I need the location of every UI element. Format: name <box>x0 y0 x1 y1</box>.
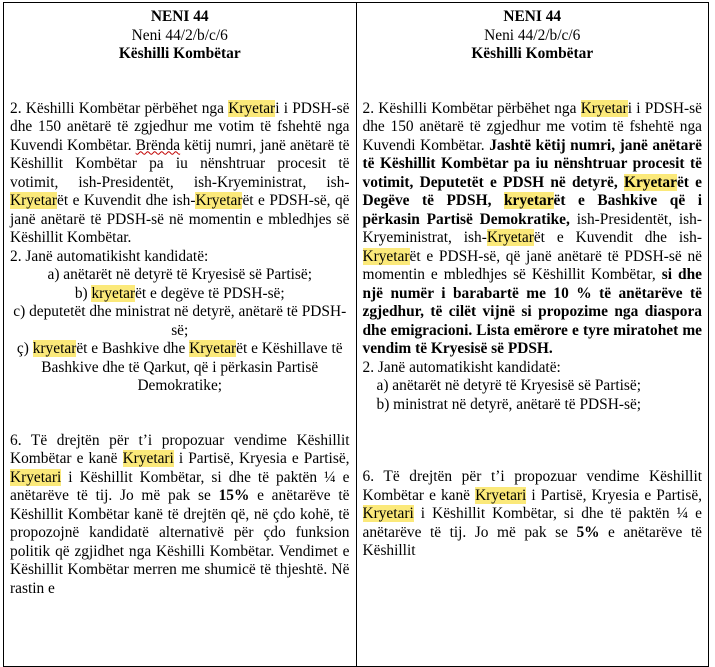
left-article-heading: Këshilli Kombëtar <box>118 45 241 62</box>
spacer <box>10 64 350 100</box>
left-paragraph-6 <box>10 432 350 599</box>
left-item-b <box>10 285 350 304</box>
right-article-subtitle: Neni 44/2/b/c/6 <box>484 26 581 44</box>
text: b) <box>74 284 92 302</box>
left-auto-candidates-title: 2. Janë automatikisht kandidatë: <box>10 247 209 265</box>
text: e anëtarëve të Këshillit Kombëtar kanë të drejtën që, në çdo kohë, të propozojnë kandidatë alternativë për çdo funksion politik që zgjidhet nga Këshilli Kombëtar. Vendimet e Këshillit Kombëtar merren me shumicë të thjeshtë. Në rastin e <box>10 487 350 597</box>
spellcheck-word: Brënda <box>135 136 181 154</box>
right-item-b: b) ministrat në detyrë, anëtarë të PDSH-së; <box>376 395 642 413</box>
text: ët e PDSH-së, që janë anëtarë të PDSH-së në momentin e mbledhjes së Këshillit Kombëtar, <box>362 247 702 283</box>
highlight: kryetar <box>32 340 77 357</box>
text: 2. Këshilli Kombëtar përbëhet nga <box>362 99 581 117</box>
text: e anëtarëve të Këshillit <box>362 523 702 559</box>
spacer <box>10 396 350 432</box>
text: ët e degëve të PDSH-së; <box>135 284 285 302</box>
left-item-c: c) deputetët dhe ministrat në detyrë, anëtarë të PDSH-së; <box>13 303 347 339</box>
left-paragraph-2 <box>10 100 350 248</box>
left-item-a: a) anëtarët në detyrë të Kryesisë së Partisë; <box>47 266 312 283</box>
right-article-title: NENI 44 <box>503 8 562 25</box>
spacer <box>363 64 703 100</box>
left-item-d <box>10 340 350 396</box>
text: i Partisë, Kryesia e Partisë, <box>173 450 350 467</box>
highlight: Kryetar <box>580 99 628 117</box>
spacer <box>363 414 703 468</box>
comparison-table <box>3 2 709 667</box>
highlight: Kryetari <box>475 486 527 504</box>
text: i Këshillit Kombëtar, si dhe të paktën ¼ e anëtarëve të tij. Jo më pak se <box>362 505 702 541</box>
bold-text: 15% <box>218 487 250 504</box>
right-paragraph-2 <box>363 100 703 359</box>
right-item-a: a) anëtarët në detyrë të Kryesisë së Partisë; <box>376 377 642 394</box>
bold-text: ët e Degëve të PDSH, <box>362 173 702 209</box>
right-article-heading: Këshilli Kombëtar <box>471 45 594 62</box>
text: ët e PDSH-së, që janë anëtarë të PDSH-së në momentin e mbledhjes së Këshillit Kombëtar. <box>10 192 350 246</box>
highlight: Kryetar <box>486 229 534 246</box>
highlight: kryetar <box>91 284 136 302</box>
text: i Këshillit Kombëtar, si dhe të paktën ¼ e anëtarëve të tij. Jo më pak se <box>10 468 350 504</box>
text: ët e Kuvendit dhe ish- <box>57 192 196 209</box>
left-article-subtitle: Neni 44/2/b/c/6 <box>131 26 228 44</box>
text: i Partisë, Kryesia e Partisë, <box>526 486 703 504</box>
text: ët e Bashkive dhe <box>76 340 190 357</box>
highlight: Kryetar <box>623 173 677 191</box>
left-article-title: NENI 44 <box>150 8 209 25</box>
text: 2. Këshilli Kombëtar përbëhet nga <box>10 99 229 117</box>
bold-text: 5% <box>576 523 600 541</box>
highlight: Kryetari <box>122 450 174 467</box>
highlight: Kryetar <box>189 340 237 357</box>
highlight: Kryetar <box>195 192 243 209</box>
right-column <box>356 3 709 667</box>
bold-text: ët e Bashkive që i përkasin Partisë Demokratike, <box>362 192 702 228</box>
bold-text: Jashtë këtij numri, janë anëtarë të Këshillit Kombëtar pa iu nënshtruar procesit të votimit, Deputetët e PDSH në detyrë, <box>362 136 702 191</box>
text: i i PDSH-së dhe 150 anëtarë të zgjedhur me votim të fshehtë nga Kuvendi Kombëtar. <box>362 99 702 154</box>
highlight: Kryetari <box>362 505 414 522</box>
text: 6. Të drejtën për t’i propozuar vendime Këshillit Kombëtar e kanë <box>362 468 702 504</box>
highlight: Kryetar <box>362 247 410 265</box>
text: i i PDSH-së dhe 150 anëtarë të zgjedhur me votim të fshehtë nga Kuvendi Kombëtar. <box>10 99 350 154</box>
text: 6. Të drejtën për t’i propozuar vendime Këshillit Kombëtar e kanë <box>10 431 350 467</box>
highlight: Kryetar <box>10 192 57 209</box>
highlight: Kryetar <box>228 99 276 117</box>
left-column <box>4 3 357 667</box>
right-paragraph-6 <box>363 468 703 561</box>
highlight: Kryetari <box>10 468 62 486</box>
text: ç) <box>16 340 33 357</box>
bold-text: si dhe një numër i barabartë me 10 % të anëtarëve të zgjedhur, të cilët vijnë si propozime nga diaspora dhe emigracioni. Lista emërore e tyre miratohet me vendim të Kryesisë së PDSH. <box>362 266 702 357</box>
text: ët e Kuvendit dhe ish- <box>533 229 702 246</box>
highlight: kryetar <box>503 192 554 209</box>
right-auto-candidates-title: 2. Janë automatikisht kandidatë: <box>362 358 561 376</box>
text: ët e Këshillave të Bashkive dhe të Qarkut, që i përkasin Partisë Demokratike; <box>41 340 343 394</box>
text: këtij numri, janë anëtarë të Këshillit Kombëtar pa iu nënshtruar procesit të votimit, ish-Presidentët, ish-Kryeministrat, ish- <box>10 136 350 191</box>
text: ish-Presidentët, ish-Kryeministrat, ish- <box>362 210 702 246</box>
